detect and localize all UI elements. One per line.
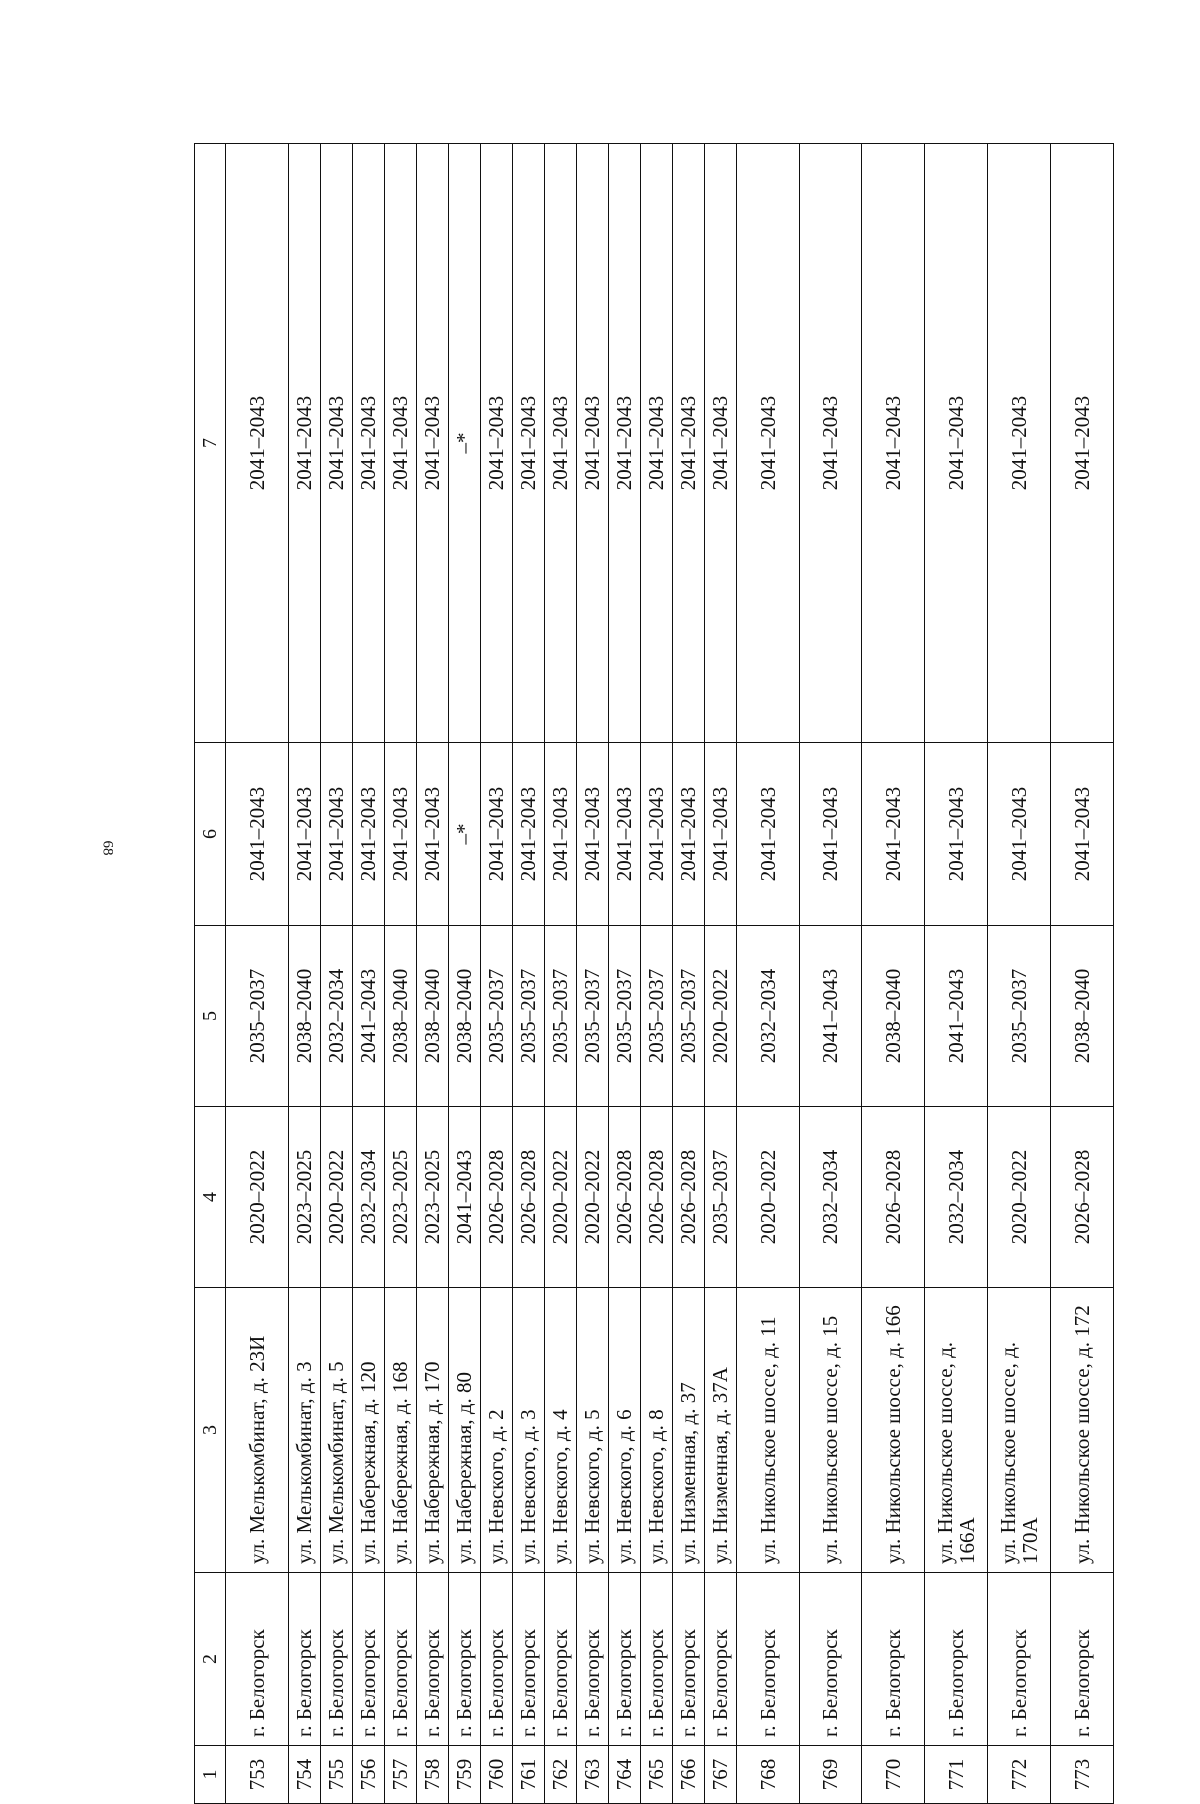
table-row (226, 144, 289, 1804)
period-cell-col5: 2041–2043 (352, 926, 384, 1107)
address-cell: ул. Никольское шоссе, д. 15 (799, 1288, 862, 1573)
period-cell-col5: 2035–2037 (544, 926, 576, 1107)
period-cell-col5: 2035–2037 (480, 926, 512, 1107)
column-header: 3 (195, 1288, 226, 1573)
table-row (672, 144, 704, 1804)
period-cell-col7: 2041–2043 (416, 144, 448, 743)
row-number-cell: 771 (925, 1746, 988, 1804)
period-cell-col4: 2026–2028 (608, 1107, 640, 1288)
row-number-cell: 756 (352, 1746, 384, 1804)
period-cell-col5: 2035–2037 (640, 926, 672, 1107)
city-cell: г. Белогорск (480, 1573, 512, 1746)
address-cell: ул. Невского, д. 3 (512, 1288, 544, 1573)
period-cell-col6: 2041–2043 (736, 743, 799, 926)
address-cell: ул. Набережная, д. 120 (352, 1288, 384, 1573)
address-cell: ул. Низменная, д. 37 (672, 1288, 704, 1573)
city-cell: г. Белогорск (736, 1573, 799, 1746)
period-cell-col7: 2041–2043 (1051, 144, 1114, 743)
city-cell: г. Белогорск (672, 1573, 704, 1746)
period-cell-col5: 2038–2040 (862, 926, 925, 1107)
period-cell-col4: 2023–2025 (384, 1107, 416, 1288)
row-number-cell: 769 (799, 1746, 862, 1804)
city-cell: г. Белогорск (608, 1573, 640, 1746)
period-cell-col7: 2041–2043 (799, 144, 862, 743)
period-cell-col6: 2041–2043 (608, 743, 640, 926)
period-cell-col4: 2032–2034 (799, 1107, 862, 1288)
period-cell-col4: 2023–2025 (288, 1107, 320, 1288)
period-cell-col6: 2041–2043 (416, 743, 448, 926)
table-row (608, 144, 640, 1804)
period-cell-col7: 2041–2043 (544, 144, 576, 743)
period-cell-col4: 2020–2022 (576, 1107, 608, 1288)
period-cell-col4: 2020–2022 (320, 1107, 352, 1288)
row-number-cell: 753 (226, 1746, 289, 1804)
period-cell-col6: 2041–2043 (988, 743, 1051, 926)
period-cell-col6: 2041–2043 (672, 743, 704, 926)
period-cell-col7: 2041–2043 (352, 144, 384, 743)
city-cell: г. Белогорск (640, 1573, 672, 1746)
period-cell-col7: 2041–2043 (226, 144, 289, 743)
period-cell-col7: 2041–2043 (925, 144, 988, 743)
row-number-cell: 763 (576, 1746, 608, 1804)
period-cell-col6: 2041–2043 (640, 743, 672, 926)
period-cell-col7: –* (448, 144, 480, 743)
row-number-cell: 773 (1051, 1746, 1114, 1804)
row-number-cell: 754 (288, 1746, 320, 1804)
period-cell-col4: 2026–2028 (640, 1107, 672, 1288)
table-row (288, 144, 320, 1804)
address-cell: ул. Низменная, д. 37А (704, 1288, 736, 1573)
period-cell-col5: 2035–2037 (988, 926, 1051, 1107)
period-cell-col6: 2041–2043 (1051, 743, 1114, 926)
period-cell-col4: 2032–2034 (925, 1107, 988, 1288)
period-cell-col7: 2041–2043 (672, 144, 704, 743)
period-cell-col7: 2041–2043 (288, 144, 320, 743)
row-number-cell: 758 (416, 1746, 448, 1804)
row-number-cell: 760 (480, 1746, 512, 1804)
period-cell-col4: 2035–2037 (704, 1107, 736, 1288)
period-cell-col4: 2026–2028 (512, 1107, 544, 1288)
period-cell-col5: 2035–2037 (226, 926, 289, 1107)
city-cell: г. Белогорск (1051, 1573, 1114, 1746)
table-row (736, 144, 799, 1804)
period-cell-col6: –* (448, 743, 480, 926)
period-cell-col4: 2020–2022 (226, 1107, 289, 1288)
row-number-cell: 765 (640, 1746, 672, 1804)
period-cell-col6: 2041–2043 (544, 743, 576, 926)
period-cell-col7: 2041–2043 (608, 144, 640, 743)
row-number-cell: 757 (384, 1746, 416, 1804)
period-cell-col7: 2041–2043 (736, 144, 799, 743)
page-number: 68 (99, 840, 116, 856)
city-cell: г. Белогорск (512, 1573, 544, 1746)
period-cell-col4: 2026–2028 (480, 1107, 512, 1288)
address-cell: ул. Никольское шоссе, д. 170А (988, 1288, 1051, 1573)
row-number-cell: 767 (704, 1746, 736, 1804)
column-header: 5 (195, 926, 226, 1107)
table-row (799, 144, 862, 1804)
column-header: 4 (195, 1107, 226, 1288)
table-row (320, 144, 352, 1804)
city-cell: г. Белогорск (288, 1573, 320, 1746)
address-cell: ул. Набережная, д. 80 (448, 1288, 480, 1573)
table-row (640, 144, 672, 1804)
row-number-cell: 762 (544, 1746, 576, 1804)
city-cell: г. Белогорск (384, 1573, 416, 1746)
column-header: 1 (195, 1746, 226, 1804)
address-cell: ул. Набережная, д. 170 (416, 1288, 448, 1573)
row-number-cell: 761 (512, 1746, 544, 1804)
period-cell-col5: 2038–2040 (1051, 926, 1114, 1107)
row-number-cell: 770 (862, 1746, 925, 1804)
city-cell: г. Белогорск (799, 1573, 862, 1746)
period-cell-col5: 2038–2040 (288, 926, 320, 1107)
period-cell-col4: 2026–2028 (672, 1107, 704, 1288)
table-row (512, 144, 544, 1804)
period-cell-col5: 2035–2037 (576, 926, 608, 1107)
table-row (1051, 144, 1114, 1804)
period-cell-col5: 2035–2037 (512, 926, 544, 1107)
period-cell-col5: 2038–2040 (448, 926, 480, 1107)
period-cell-col6: 2041–2043 (512, 743, 544, 926)
period-cell-col6: 2041–2043 (799, 743, 862, 926)
address-cell: ул. Никольское шоссе, д. 166 (862, 1288, 925, 1573)
row-number-cell: 755 (320, 1746, 352, 1804)
period-cell-col7: 2041–2043 (512, 144, 544, 743)
city-cell: г. Белогорск (704, 1573, 736, 1746)
period-cell-col7: 2041–2043 (576, 144, 608, 743)
period-cell-col4: 2041–2043 (448, 1107, 480, 1288)
row-number-cell: 772 (988, 1746, 1051, 1804)
city-cell: г. Белогорск (544, 1573, 576, 1746)
period-cell-col6: 2041–2043 (925, 743, 988, 926)
city-cell: г. Белогорск (320, 1573, 352, 1746)
period-cell-col7: 2041–2043 (480, 144, 512, 743)
row-number-cell: 764 (608, 1746, 640, 1804)
table-row (544, 144, 576, 1804)
address-cell: ул. Невского, д. 8 (640, 1288, 672, 1573)
period-cell-col5: 2038–2040 (384, 926, 416, 1107)
period-cell-col6: 2041–2043 (352, 743, 384, 926)
row-number-cell: 766 (672, 1746, 704, 1804)
period-cell-col6: 2041–2043 (320, 743, 352, 926)
header-row (195, 144, 226, 1804)
period-cell-col4: 2020–2022 (544, 1107, 576, 1288)
period-cell-col5: 2032–2034 (736, 926, 799, 1107)
city-cell: г. Белогорск (416, 1573, 448, 1746)
address-cell: ул. Никольское шоссе, д. 11 (736, 1288, 799, 1573)
table-row (704, 144, 736, 1804)
period-cell-col5: 2038–2040 (416, 926, 448, 1107)
address-cell: ул. Набережная, д. 168 (384, 1288, 416, 1573)
row-number-cell: 759 (448, 1746, 480, 1804)
rotated-table-wrapper (194, 144, 1114, 1804)
period-cell-col5: 2041–2043 (799, 926, 862, 1107)
period-cell-col6: 2041–2043 (862, 743, 925, 926)
table-row (352, 144, 384, 1804)
table-row (925, 144, 988, 1804)
address-cell: ул. Мелькомбинат, д. 5 (320, 1288, 352, 1573)
city-cell: г. Белогорск (862, 1573, 925, 1746)
period-cell-col7: 2041–2043 (640, 144, 672, 743)
period-cell-col5: 2035–2037 (672, 926, 704, 1107)
table-row (988, 144, 1051, 1804)
period-cell-col6: 2041–2043 (384, 743, 416, 926)
period-cell-col7: 2041–2043 (384, 144, 416, 743)
period-cell-col6: 2041–2043 (576, 743, 608, 926)
period-cell-col6: 2041–2043 (226, 743, 289, 926)
city-cell: г. Белогорск (576, 1573, 608, 1746)
city-cell: г. Белогорск (988, 1573, 1051, 1746)
address-cell: ул. Мелькомбинат, д. 3 (288, 1288, 320, 1573)
period-cell-col5: 2035–2037 (608, 926, 640, 1107)
column-header: 7 (195, 144, 226, 743)
period-cell-col7: 2041–2043 (988, 144, 1051, 743)
city-cell: г. Белогорск (226, 1573, 289, 1746)
address-cell: ул. Невского, д. 4 (544, 1288, 576, 1573)
period-cell-col7: 2041–2043 (320, 144, 352, 743)
address-cell: ул. Никольское шоссе, д. 172 (1051, 1288, 1114, 1573)
period-cell-col6: 2041–2043 (288, 743, 320, 926)
table-row (448, 144, 480, 1804)
period-cell-col4: 2026–2028 (1051, 1107, 1114, 1288)
period-cell-col6: 2041–2043 (704, 743, 736, 926)
table-row (576, 144, 608, 1804)
row-number-cell: 768 (736, 1746, 799, 1804)
city-cell: г. Белогорск (925, 1573, 988, 1746)
period-cell-col7: 2041–2043 (704, 144, 736, 743)
address-cell: ул. Невского, д. 2 (480, 1288, 512, 1573)
period-cell-col4: 2026–2028 (862, 1107, 925, 1288)
period-cell-col5: 2041–2043 (925, 926, 988, 1107)
city-cell: г. Белогорск (352, 1573, 384, 1746)
column-header: 6 (195, 743, 226, 926)
table-row (862, 144, 925, 1804)
address-cell: ул. Никольское шоссе, д. 166А (925, 1288, 988, 1573)
table-row (480, 144, 512, 1804)
table-row (384, 144, 416, 1804)
period-cell-col4: 2023–2025 (416, 1107, 448, 1288)
address-cell: ул. Невского, д. 6 (608, 1288, 640, 1573)
period-cell-col4: 2020–2022 (736, 1107, 799, 1288)
table-row (416, 144, 448, 1804)
column-header: 2 (195, 1573, 226, 1746)
period-cell-col5: 2032–2034 (320, 926, 352, 1107)
address-cell: ул. Невского, д. 5 (576, 1288, 608, 1573)
schedule-table (194, 143, 1114, 1804)
period-cell-col4: 2032–2034 (352, 1107, 384, 1288)
city-cell: г. Белогорск (448, 1573, 480, 1746)
period-cell-col4: 2020–2022 (988, 1107, 1051, 1288)
period-cell-col6: 2041–2043 (480, 743, 512, 926)
address-cell: ул. Мелькомбинат, д. 23И (226, 1288, 289, 1573)
table-body (226, 144, 1114, 1804)
period-cell-col7: 2041–2043 (862, 144, 925, 743)
period-cell-col5: 2020–2022 (704, 926, 736, 1107)
